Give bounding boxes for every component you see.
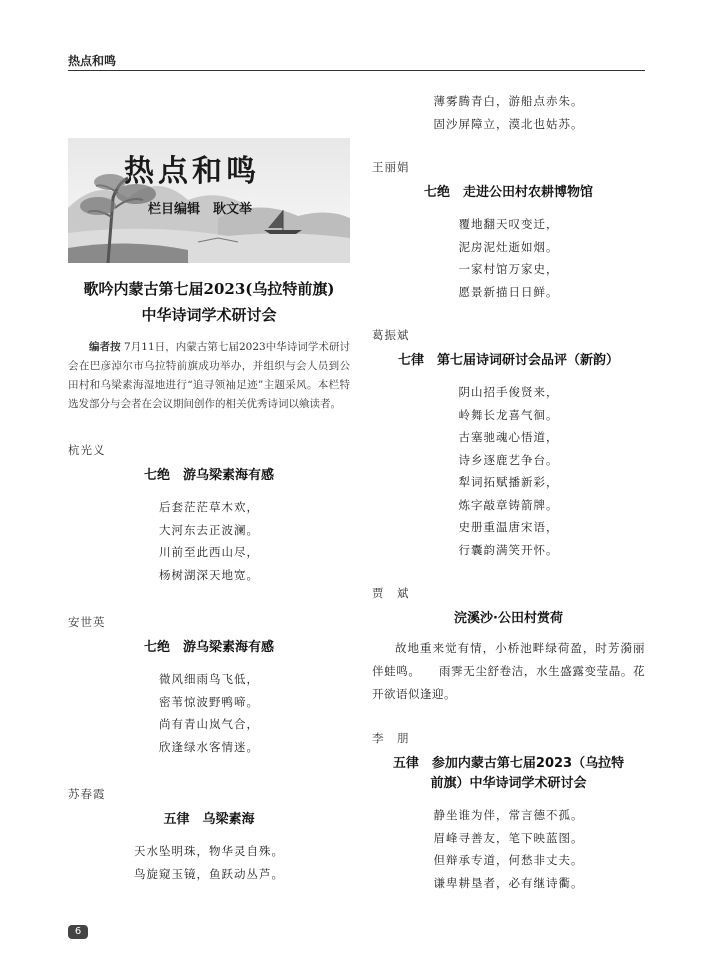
poem-author: 李 朋 [372, 731, 410, 745]
left-column [68, 84, 350, 885]
poem-title: 浣溪沙·公田村赏荷 [454, 611, 563, 626]
editor-note-label: 编者按 [89, 341, 121, 353]
section-name: 热点和鸣 [68, 54, 117, 68]
right-column [372, 90, 645, 894]
poem-title: 五律 乌梁素海 [163, 812, 255, 827]
poem-line: 杨树湖深天地宽。 [159, 567, 259, 582]
poem-line: 薄雾腾青白，游船点赤朱。 [433, 94, 584, 108]
article-title [68, 276, 350, 328]
poem-line: 岭舞长龙喜气徊。 [458, 407, 559, 422]
poem-line: 微风细雨鸟飞低， [159, 672, 259, 686]
poem-line: 眉峰寻善友，笔下映蓝图。 [433, 830, 584, 845]
poem-block [68, 614, 350, 758]
poem-line: 谦卑耕垦者，必有继诗衢。 [433, 875, 584, 890]
poem-line: 静坐谁为伴，常言德不孤。 [433, 808, 584, 822]
poem-line: 后套茫茫草木欢， [159, 500, 259, 514]
poem-prose-text: 故地重来觉有情，小桥池畔绿荷盈，时芳漪丽伴蛙鸣。 雨霁无尘舒卷洁，水生盛露变莹晶。花开欲语似逢迎。 [372, 641, 645, 701]
poem-block [372, 585, 645, 706]
poem-block [372, 159, 645, 303]
poem-title: 七绝 走进公田村农耕博物馆 [423, 185, 593, 200]
poem-block [372, 327, 645, 561]
poem-line: 尚有青山岚气合， [159, 717, 259, 731]
poem-line: 川前至此西山尽， [159, 545, 259, 559]
article-title-line1: 歌吟内蒙古第七届2023(乌拉特前旗) [83, 280, 335, 298]
editor-note [68, 338, 350, 414]
poem-author: 贾 斌 [372, 586, 410, 600]
poem-line: 一家村馆万家史， [458, 262, 559, 276]
poem-line: 犁词拓赋播新彩， [458, 475, 559, 489]
poem-line: 行囊韵满笑开怀。 [458, 542, 559, 557]
poem-line: 密苇惊波野鸭啼。 [159, 694, 259, 709]
poem-line: 史册重温唐宋语， [458, 520, 559, 534]
poem-block [68, 786, 350, 885]
poem-line: 欣逢绿水客情迷。 [159, 739, 259, 754]
poem-author: 葛振斌 [372, 328, 410, 342]
column-banner [68, 138, 350, 263]
poem-line: 鸟旋窥玉镜，鱼跃动丛芦。 [134, 866, 284, 881]
poem-line: 诗乡逐鹿艺争台。 [458, 452, 559, 467]
poem-line: 覆地翻天叹变迁， [458, 217, 559, 231]
editor-note-text: 7月11日，内蒙古第七届2023中华诗词学术研讨会在巴彦淖尔市乌拉特前旗成功举办，并组织与会人员到公田村和乌梁素海湿地进行“追寻领袖足迹”主题采风。本栏特选发部分与会者在会议期间创作的相关优秀诗词以飨读者。 [68, 341, 350, 410]
running-header [68, 50, 645, 71]
banner-title: 热点和鸣 [124, 154, 260, 189]
poem-block [372, 730, 645, 894]
poem-line: 炼字敲章铸箭牌。 [458, 497, 559, 512]
poem-line: 愿景新描日日鲜。 [458, 284, 559, 299]
poem-block [68, 442, 350, 586]
poem-line: 阴山招手俊贤来， [458, 385, 559, 399]
poem-title: 七律 第七届诗词研讨会品评（新韵） [397, 353, 619, 368]
poem-line: 固沙屏障立，漠北也姑苏。 [433, 116, 584, 131]
poem-line: 泥房泥灶逝如烟。 [458, 239, 559, 254]
poem-line: 天水坠明珠，物华灵自殊。 [134, 844, 284, 858]
poem-author: 王丽娟 [372, 160, 410, 174]
poem-title [372, 754, 645, 794]
column-editor: 栏目编辑 耿文举 [148, 202, 253, 217]
poem-title: 七绝 游乌梁素海有感 [143, 640, 274, 655]
article-title-line2: 中华诗词学术研讨会 [141, 306, 277, 324]
poem-line: 大河东去正波澜。 [159, 522, 259, 537]
poem-author: 安世英 [68, 615, 106, 629]
poem-title: 七绝 游乌梁素海有感 [143, 468, 274, 483]
poem-author: 杭光义 [68, 443, 106, 457]
poem-line: 但辩承专道，何愁非丈夫。 [433, 853, 584, 867]
poem-author: 苏春霞 [68, 787, 106, 801]
poem-line: 古塞驰魂心悟道， [458, 430, 559, 444]
poem-title-line1: 五律 参加内蒙古第七届2023（乌拉特 [392, 756, 625, 771]
page-number: 6 [68, 925, 88, 939]
poem-title-line2: 前旗）中华诗词学术研讨会 [430, 776, 587, 791]
